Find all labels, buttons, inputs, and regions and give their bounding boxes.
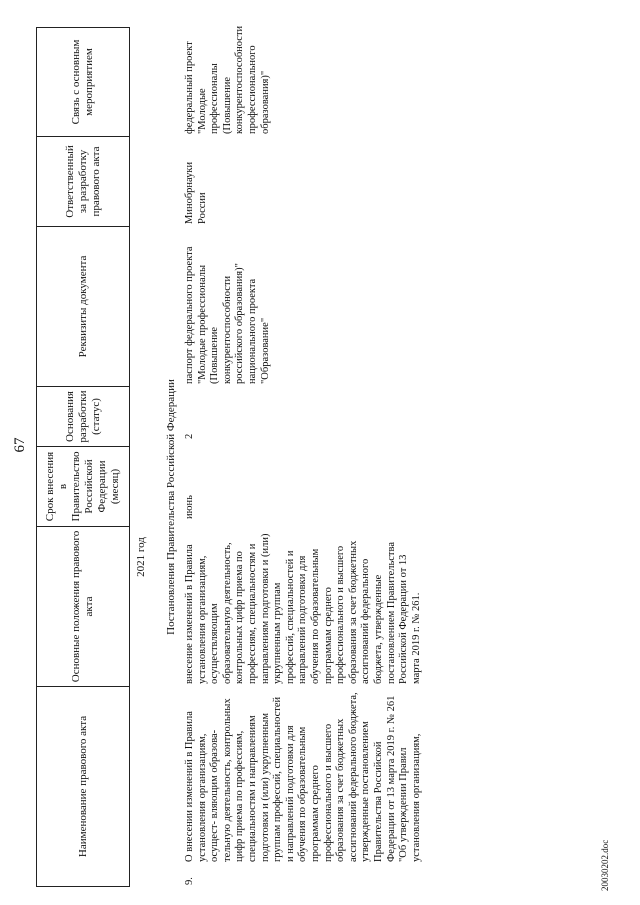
header-basis: Основания разработки (статус) [37, 387, 129, 447]
header-act-name: Наименование правового акта [37, 687, 129, 887]
row-basis: 2 [184, 433, 195, 439]
row-requisites: паспорт федерального проекта "Молодые профессионалы (Повышение конкурентоспособности российского образования)" национального проекта "Образование" [184, 246, 271, 384]
row-responsible: Минобрнауки России [184, 161, 208, 224]
row-number: 9. [184, 877, 195, 885]
row-deadline: июнь [184, 495, 195, 519]
row-act-name: О внесении изменений в Правила установления организациям, осущест- вляющим образова- тельную деятельность, контрольных цифр приема по профессиям, специальностям и направлениям подготовки и (или) укрупненным группам профессий, специальностей и направлений подготовки для обучения по образовательным программам среднего профессионального и высшего образования за счет бюджетных ассигнований федерального бюджета, утвержденные постановлением Правительства Российской Федерации от 13 марта 2019 г. № 261 "Об утверждении Правил установления организациям, [184, 692, 422, 862]
header-provisions: Основные положения правового акта [37, 527, 129, 687]
table-header [36, 27, 130, 887]
header-responsible: Ответственный за разработку правового акта [37, 137, 129, 227]
file-name: 20030202.doc [600, 839, 610, 891]
section-type: Постановления Правительства Российской Федерации [165, 379, 177, 635]
legal-acts-table [36, 27, 423, 887]
header-link: Связь с основным мероприятием [37, 27, 129, 137]
header-deadline: Срок внесения в Правительство Российской Федерации (месяц) [37, 447, 129, 527]
page-number: 67 [12, 437, 28, 453]
table-row [184, 27, 423, 887]
row-link: федеральный проект "Молодые профессионалы (Повышение конкурентоспособности профессионального образования)" [184, 25, 271, 134]
header-requisites: Реквизиты документа [37, 227, 129, 387]
section-year: 2021 год [135, 537, 147, 577]
row-provisions: внесение изменений в Правила установления организациям, осуществляющим образовательную деятельность, контрольных цифр приема по профессиям, специальностям и направлениям подготовки и (или) укрупненным группам профессий, специальностей и направлений подготовки для обучения по образовательным программам среднего профессионального и высшего образования за счет бюджетных ассигнований федерального бюджета, утвержденные постановлением Правительства Российской Федерации от 13 марта 2019 г. № 261. [184, 533, 422, 684]
